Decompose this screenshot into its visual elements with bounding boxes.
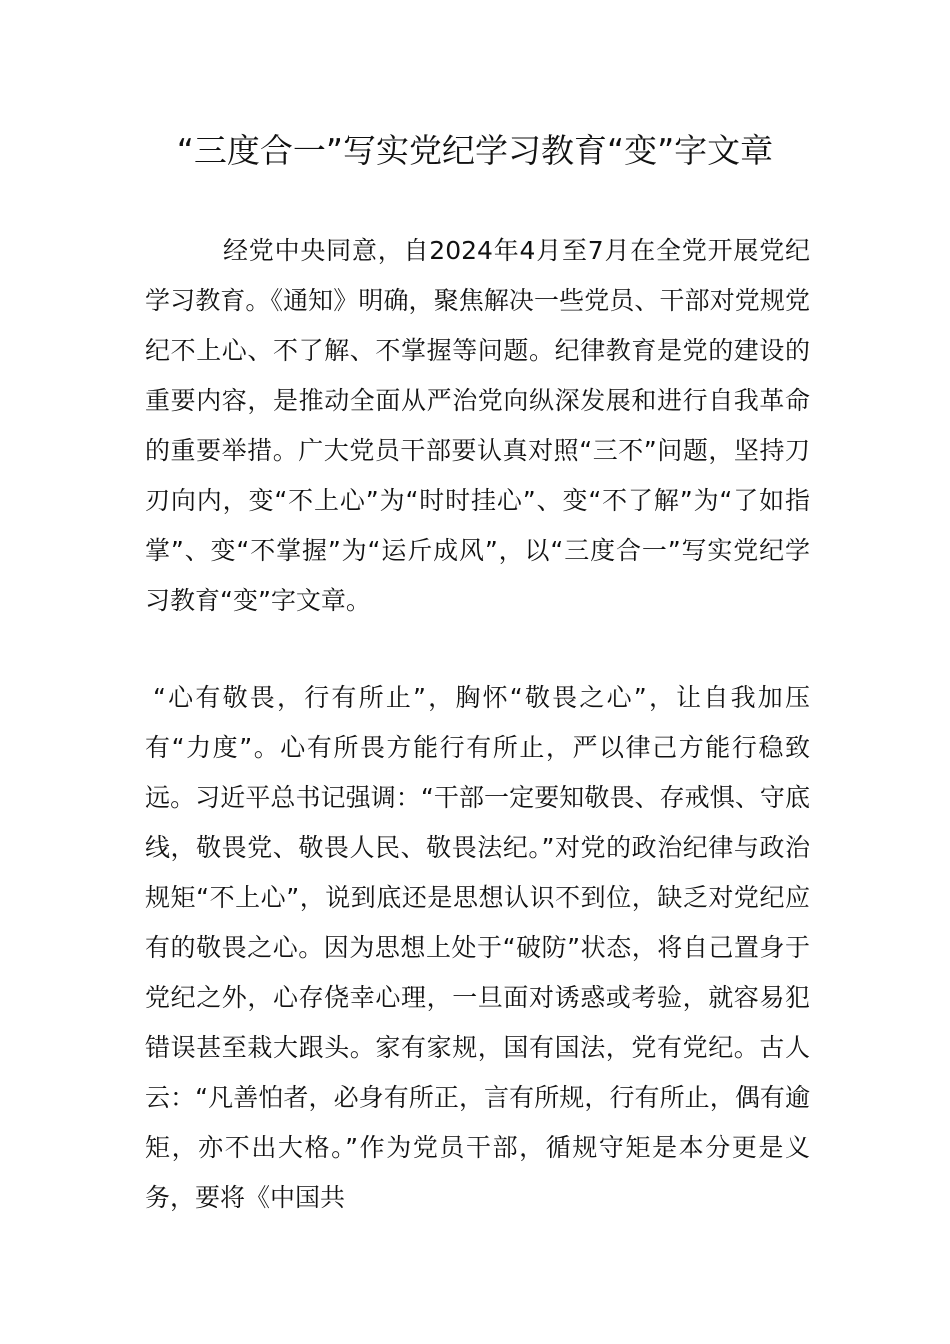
paragraph-1: 经党中央同意，自2024年4月至7月在全党开展党纪学习教育。《通知》明确，聚焦解决一些党员、干部对党规党纪不上心、不了解、不掌握等问题。纪律教育是党的建设的重要内容，是推动全面从严治党向纵深发展和进行自我革命的重要举措。广大党员干部要认真对照“三不”问题，坚持刀刃向内，变“不上心”为“时时挂心”、变“不了解”为“了如指掌”、变“不掌握”为“运斤成风”，以“三度合一”写实党纪学习教育“变”字文章。 bbox=[145, 236, 810, 615]
paragraph-2: “心有敬畏，行有所止”，胸怀“敬畏之心”，让自我加压有“力度”。心有所畏方能行有所止，严以律己方能行稳致远。习近平总书记强调：“干部一定要知敬畏、存戒惧、守底线，敬畏党、敬畏人民、敬畏法纪。”对党的政治纪律与政治规矩“不上心”，说到底还是思想认识不到位，缺乏对党纪应有的敬畏之心。因为思想上处于“破防”状态，将自己置身于党纪之外，心存侥幸心理，一旦面对诱惑或考验，就容易犯错误甚至栽大跟头。家有家规，国有国法，党有党纪。古人云：“凡善怕者，必身有所正，言有所规，行有所止，偶有逾矩，亦不出大格。”作为党员干部，循规守矩是本分更是义务，要将《中国共 bbox=[145, 683, 810, 1212]
document-title: “三度合一”写实党纪学习教育“变”字文章 bbox=[176, 131, 774, 170]
